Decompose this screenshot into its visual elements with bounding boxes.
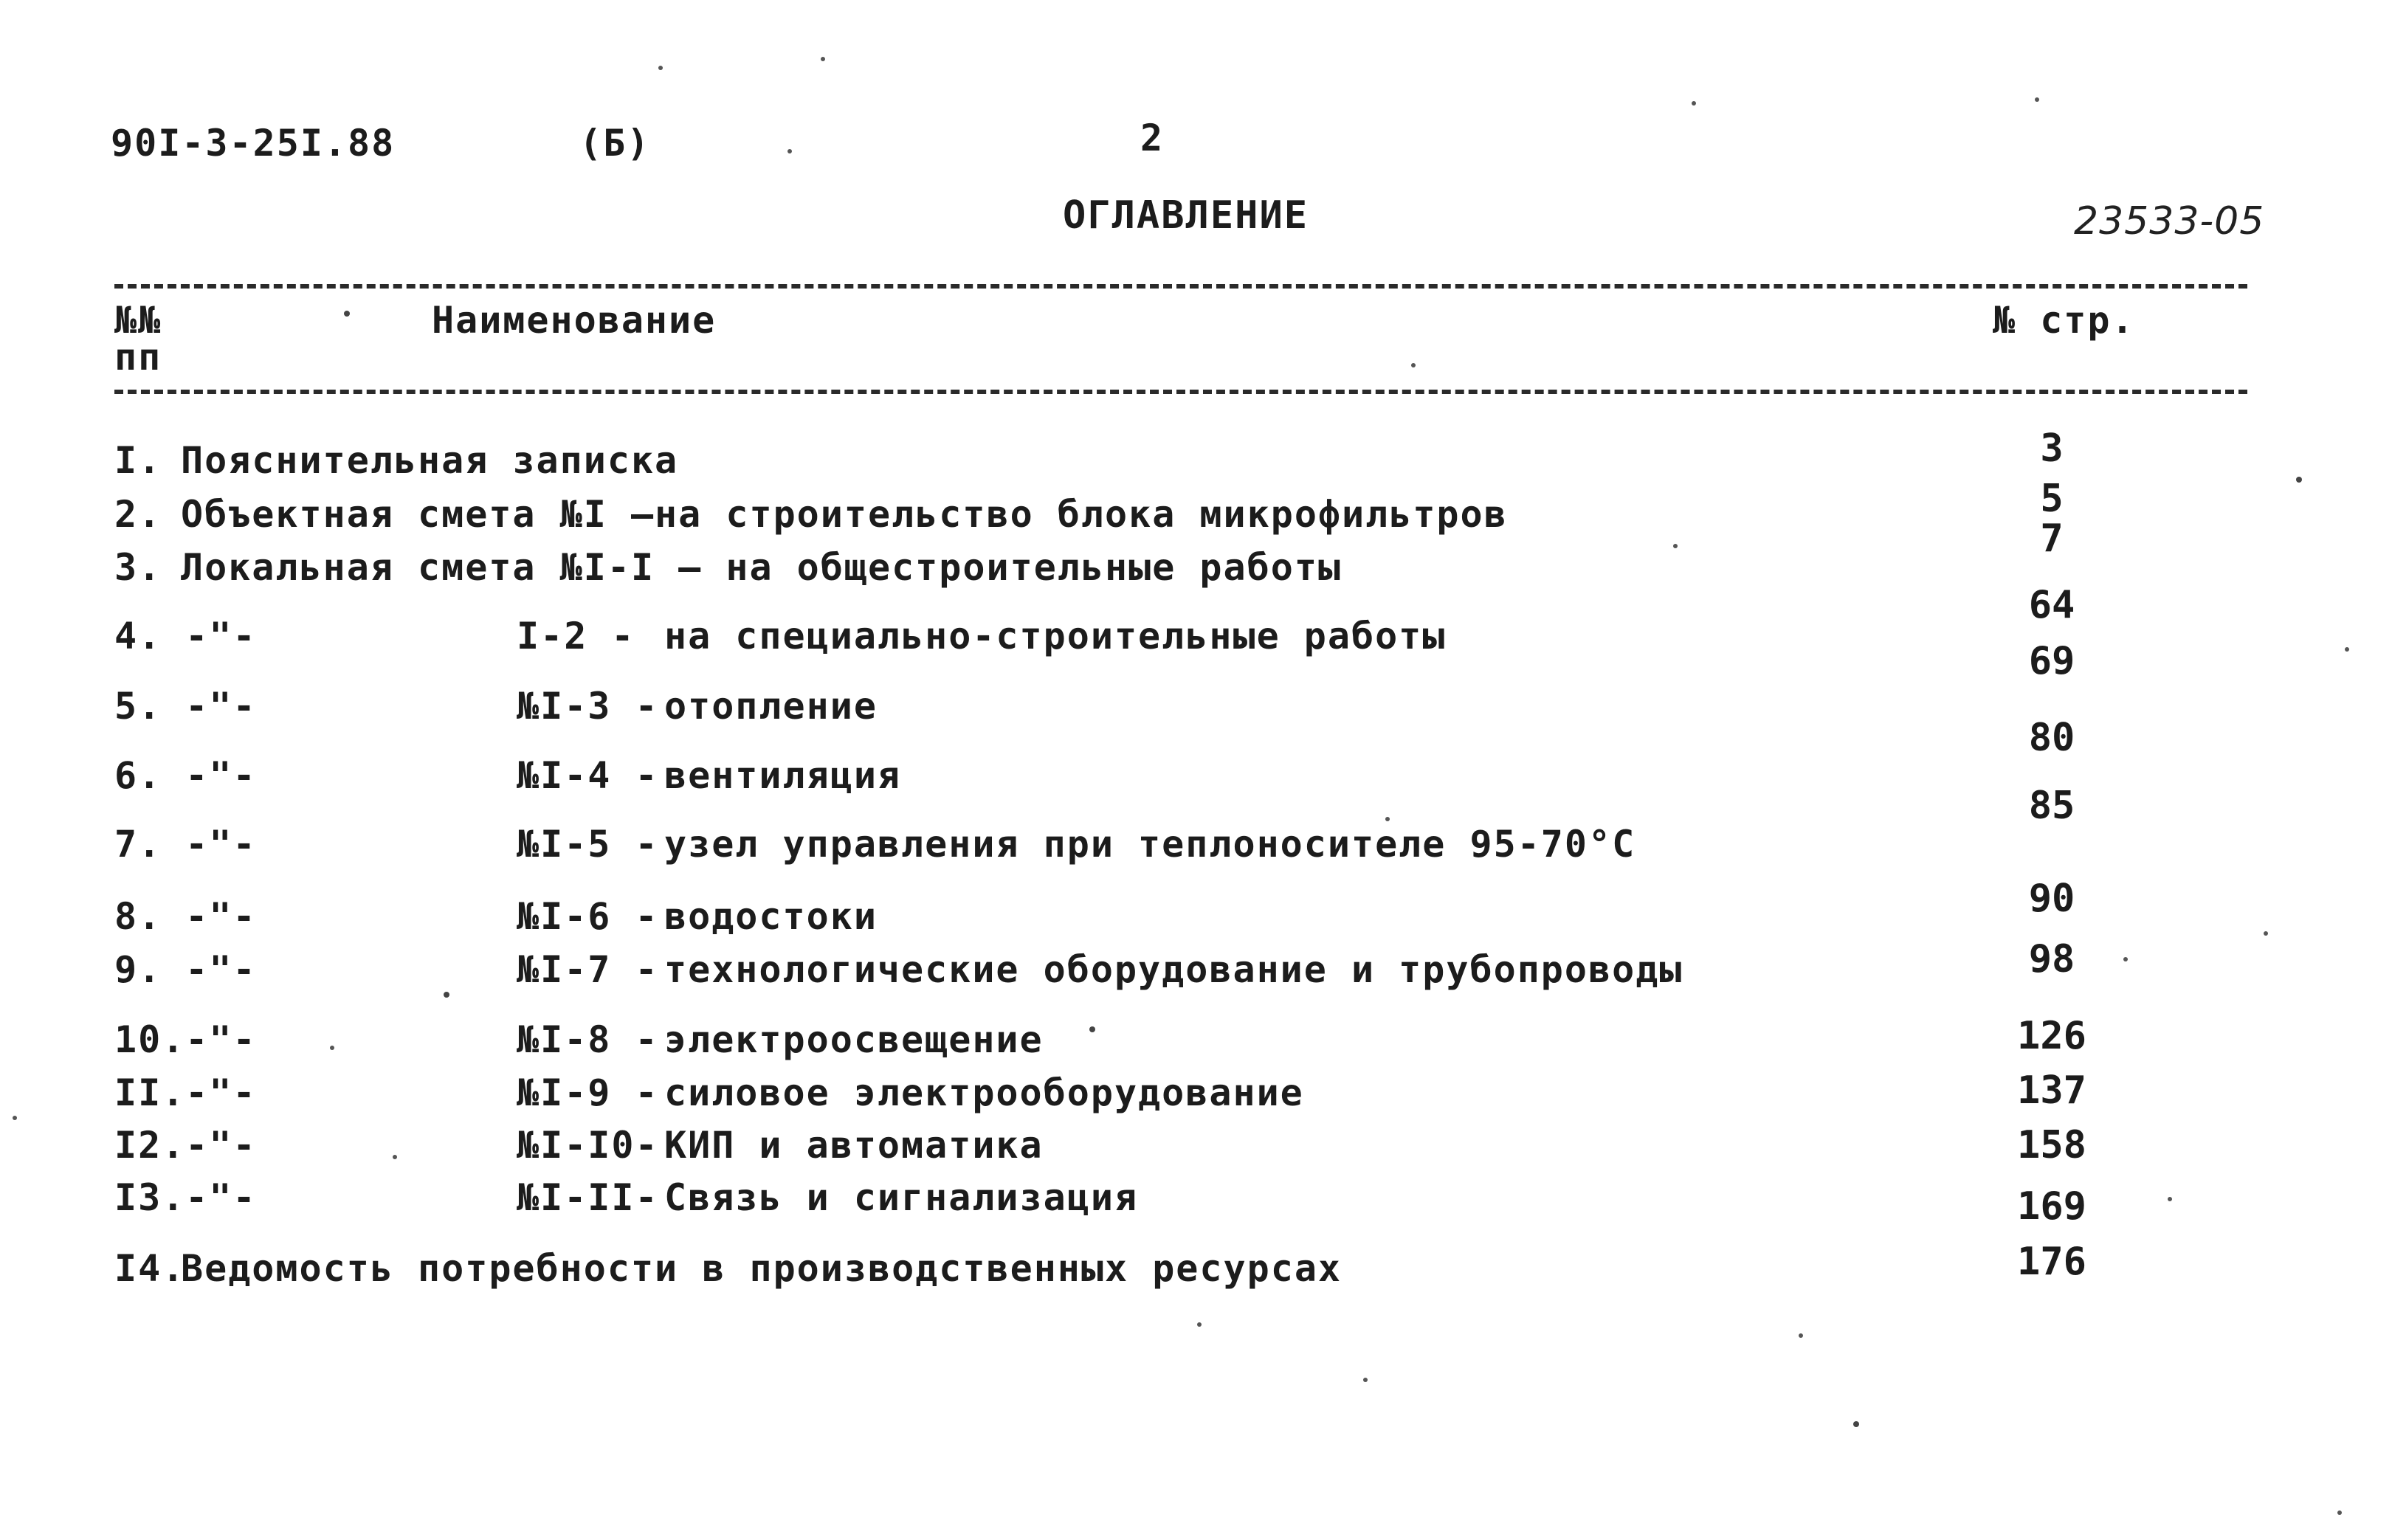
list-item-reference: №I-I0- <box>517 1124 659 1167</box>
list-item-number: II.-"- <box>114 1071 257 1114</box>
column-header-name: Наименование <box>432 299 717 342</box>
list-item-reference: №I-II- <box>517 1176 659 1219</box>
list-item-name: Ведомость потребности в производственных ресурсах <box>181 1247 1343 1290</box>
list-item-number: I. <box>114 439 162 482</box>
list-item-page: 69 <box>2028 639 2075 683</box>
list-item-number: 4. -"- <box>114 615 257 657</box>
list-item-name: на специально-строительные работы <box>664 615 1447 657</box>
document-title: ОГЛАВЛЕНИЕ <box>1063 193 1309 238</box>
list-item-page: 7 <box>2040 517 2064 561</box>
list-item-page: 126 <box>2017 1014 2086 1058</box>
column-header-page: № стр. <box>1993 299 2135 342</box>
list-item-name: водостоки <box>664 895 878 938</box>
column-header-number-sub: пп <box>114 336 162 379</box>
list-item-number: 3. <box>114 546 162 589</box>
handwritten-inventory-number: 23533-05 <box>2074 199 2265 244</box>
list-item-name: силовое электрооборудование <box>664 1071 1304 1114</box>
list-item-page: 98 <box>2028 937 2075 981</box>
list-item-page: 3 <box>2040 427 2064 471</box>
list-item-number: 7. -"- <box>114 823 257 866</box>
list-item-page: 64 <box>2028 583 2075 627</box>
list-item-reference: №I-5 - <box>517 823 659 866</box>
list-item-page: 176 <box>2017 1240 2086 1284</box>
list-item-name: технологические оборудование и трубопроводы <box>664 948 1683 991</box>
list-item-number: I3.-"- <box>114 1176 257 1219</box>
list-item-name: электроосвещение <box>664 1018 1044 1061</box>
list-item-reference: №I-8 - <box>517 1018 659 1061</box>
list-item-name: Объектная смета №I –на строительство блока микрофильтров <box>181 493 1508 536</box>
list-item-number: 9. -"- <box>114 948 257 991</box>
list-item-number: I2.-"- <box>114 1124 257 1167</box>
list-item-page: 85 <box>2028 784 2075 828</box>
album-label: (Б) <box>579 122 651 165</box>
list-item-name: КИП и автоматика <box>664 1124 1044 1167</box>
list-item-name: Пояснительная записка <box>181 439 679 482</box>
list-item-number: I4. <box>114 1247 186 1290</box>
list-item-reference: №I-7 - <box>517 948 659 991</box>
list-item-reference: №I-9 - <box>517 1071 659 1114</box>
list-item-reference: №I-3 - <box>517 685 659 728</box>
list-item-reference: №I-4 - <box>517 754 659 797</box>
list-item-name: Связь и сигнализация <box>664 1176 1139 1219</box>
list-item-number: 5. -"- <box>114 685 257 728</box>
document-code: 90I-3-25I.88 <box>111 122 396 165</box>
list-item-number: 8. -"- <box>114 895 257 938</box>
list-item-name: вентиляция <box>664 754 902 797</box>
list-item-page: 137 <box>2017 1068 2086 1113</box>
list-item-number: 2. <box>114 493 162 536</box>
list-item-page: 90 <box>2028 877 2075 921</box>
list-item-number: 10.-"- <box>114 1018 257 1061</box>
list-item-page: 80 <box>2028 716 2075 760</box>
list-item-reference: I-2 - <box>517 615 635 657</box>
column-header-number: №№ <box>114 299 162 342</box>
list-item-name: Локальная смета №I-I – на общестроительные работы <box>181 546 1343 589</box>
page-number: 2 <box>1140 117 1165 159</box>
list-item-number: 6. -"- <box>114 754 257 797</box>
list-item-name: отопление <box>664 685 878 728</box>
list-item-page: 5 <box>2040 477 2064 521</box>
list-item-name: узел управления при теплоносителе 95-70°С <box>664 823 1636 866</box>
list-item-page: 169 <box>2017 1184 2086 1229</box>
list-item-page: 158 <box>2017 1123 2086 1167</box>
list-item-reference: №I-6 - <box>517 895 659 938</box>
